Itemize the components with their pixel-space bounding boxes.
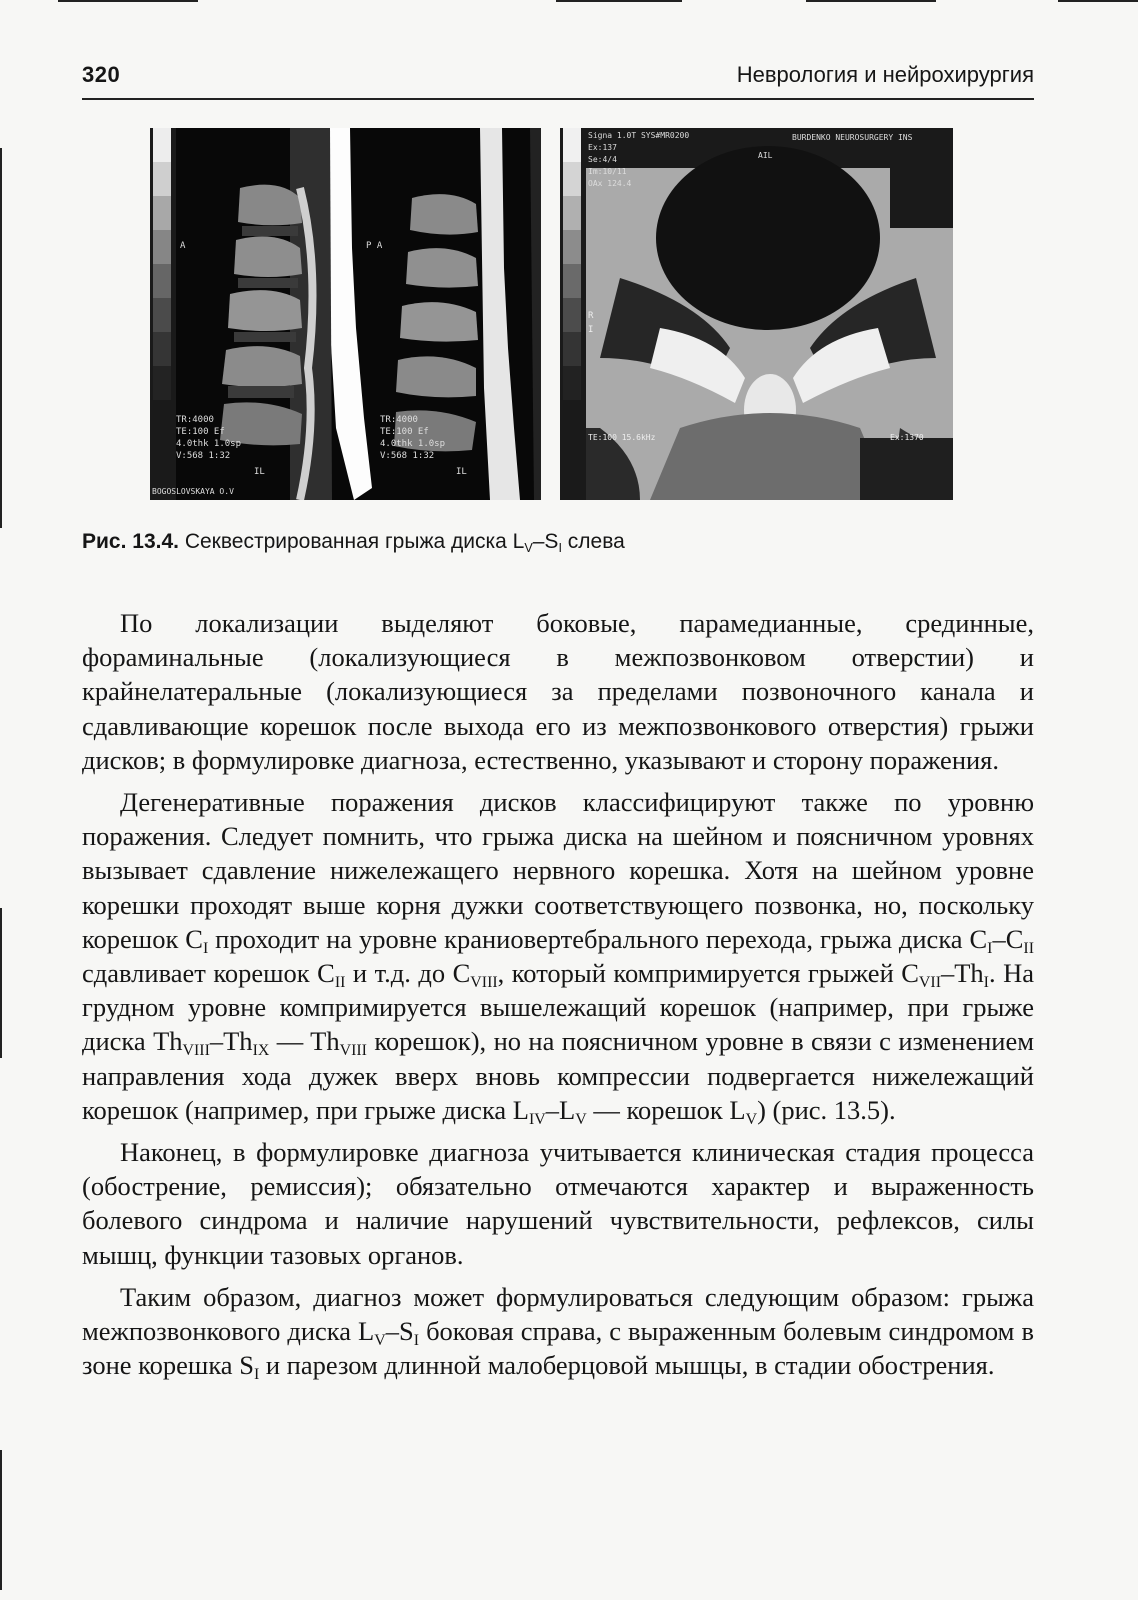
subscript: I — [987, 939, 993, 957]
overlay-il: IL — [456, 467, 467, 477]
overlay-ex: Ex:1370 — [890, 433, 924, 442]
overlay-te: TE:100 Ef — [380, 427, 429, 437]
overlay-orientation: AIL — [758, 151, 773, 160]
body-text — [82, 606, 1034, 1390]
text-run: и т.д. до C — [345, 958, 471, 989]
page-number: 320 — [82, 62, 121, 87]
overlay-v: V:568 1:32 — [380, 451, 435, 461]
text-run: — Th — [269, 1026, 340, 1057]
caption-text: Секвестрированная грыжа диска L — [178, 530, 525, 553]
overlay-position: OAx 124.4 — [588, 179, 632, 188]
overlay-image-number: Im:10/11 — [588, 167, 627, 176]
overlay-pa: P A — [366, 241, 383, 251]
text-run: –C — [992, 923, 1024, 954]
text-run: Дегенеративные поражения дисков классифицируют также по уровню поражения. Следует помнить, что грыжа диска на шейном и поясничном уровнях вызывает сдавление нижележащего нервного корешка. Хотя на шейном уровне корешки проходят выше корня дужки соответствующего позвонка, но, поскольку корешок C — [82, 787, 1034, 954]
caption-text: слева — [561, 530, 625, 553]
paragraph-degenerative — [82, 785, 1034, 1127]
text-run: боковая справа, с выраженным болевым синдромом в зоне корешка S — [82, 1316, 1034, 1381]
text-run: сдавливает корешок C — [82, 958, 335, 989]
overlay-te: TE:100 Ef — [176, 427, 225, 437]
caption-text: –S — [532, 530, 559, 553]
subscript: I — [983, 973, 989, 991]
paragraph-localization: По локализации выделяют боковые, парамедианные, срединные, фораминальные (локализующиеся в межпозвонковом отверстии) и крайнелатеральные (локализующиеся за пределами позвоночного канала и сдавливающие корешок после выхода его из межпозвонкового отверстия) грыжи дисков; в формулировке диагноза, естественно, указывают и сторону поражения. — [82, 608, 1034, 775]
overlay-thk: 4.0thk 1.0sp — [380, 439, 446, 449]
subscript: V — [575, 1110, 587, 1128]
subscript: I — [253, 1366, 260, 1384]
text-run: проходит на уровне краниовертебрального перехода, грыжа диска C — [208, 923, 988, 954]
scan-margin-line — [0, 148, 2, 528]
overlay-te-bw: TE:100 15.6kHz — [588, 433, 656, 442]
subscript: VII — [918, 973, 941, 991]
running-title: Неврология и нейрохирургия — [736, 62, 1034, 87]
subscript: V — [745, 1110, 758, 1128]
text-run: , который компримируется грыжей C — [497, 958, 919, 989]
overlay-tr: TR:4000 — [176, 415, 214, 425]
text-run: –Th — [209, 1026, 253, 1057]
overlay-a: A — [180, 241, 186, 251]
text-run: –L — [545, 1094, 576, 1125]
overlay-i: I — [588, 325, 594, 335]
subscript: VIII — [339, 1042, 367, 1060]
mri-sagittal-lumbar-image — [150, 128, 541, 500]
text-run: корешок), но на поясничном уровне в связи с изменением направления хода дужек вверх вновь компрессии подвергается нижележащий корешок (например, при грыже диска L — [82, 1026, 1034, 1125]
subscript: IV — [529, 1110, 546, 1128]
scan-edge-line — [556, 0, 682, 2]
overlay-patient-name: BOGOSLOVSKAYA O.V — [152, 487, 234, 496]
text-run: — корешок L — [586, 1094, 746, 1125]
subscript: I — [558, 540, 562, 555]
paragraph-clinical-stage: Наконец, в формулировке диагноза учитывается клиническая стадия процесса (обострение, ремиссия); обязательно отмечаются характер и выраженность болевого синдрома и наличие нарушений чувствительности, рефлексов, силы мышц, функции тазовых органов. — [82, 1137, 1034, 1270]
scan-margin-line — [0, 1450, 2, 1590]
overlay-series: Se:4/4 — [588, 155, 617, 164]
overlay-thk: 4.0thk 1.0sp — [176, 439, 242, 449]
overlay-tr: TR:4000 — [380, 415, 418, 425]
subscript: V — [374, 1331, 386, 1349]
text-run: . На грудном уровне компримируется вышележащий корешок (например, при грыже диска Th — [82, 958, 1034, 1057]
subscript: VIII — [182, 1042, 210, 1060]
overlay-scanner: Signa 1.0T SYS#MR0200 — [588, 131, 690, 140]
scan-margin-line — [0, 908, 2, 1058]
page-header — [82, 58, 1034, 100]
text-run: Таким образом, диагноз может формулироваться следующим образом: грыжа межпозвонкового диска L — [82, 1281, 1034, 1347]
subscript: II — [1023, 939, 1034, 957]
figure-caption — [82, 530, 1034, 554]
text-run: –S — [385, 1316, 414, 1347]
scan-edge-line — [806, 0, 936, 2]
overlay-il: IL — [254, 467, 265, 477]
overlay-institution: BURDENKO NEUROSURGERY INS — [792, 133, 913, 142]
mri-axial-lumbar-image — [560, 128, 953, 500]
subscript: I — [413, 1331, 420, 1349]
subscript: VIII — [470, 973, 498, 991]
overlay-v: V:568 1:32 — [176, 451, 231, 461]
text-run: –Th — [940, 958, 984, 989]
overlay-r: R — [588, 311, 594, 321]
text-run: и парезом длинной малоберцовой мышцы, в стадии обострения. — [259, 1350, 995, 1381]
paragraph-diagnosis-example — [82, 1280, 1034, 1383]
scan-edge-line — [1058, 0, 1138, 2]
caption-label: Рис. 13.4. — [82, 530, 179, 553]
text-run: ) (рис. 13.5). — [757, 1094, 896, 1125]
subscript: V — [524, 540, 533, 555]
scan-edge-line — [58, 0, 198, 2]
subscript: IX — [252, 1042, 270, 1060]
overlay-exam: Ex:137 — [588, 143, 617, 152]
subscript: II — [334, 973, 346, 991]
subscript: I — [202, 939, 209, 957]
